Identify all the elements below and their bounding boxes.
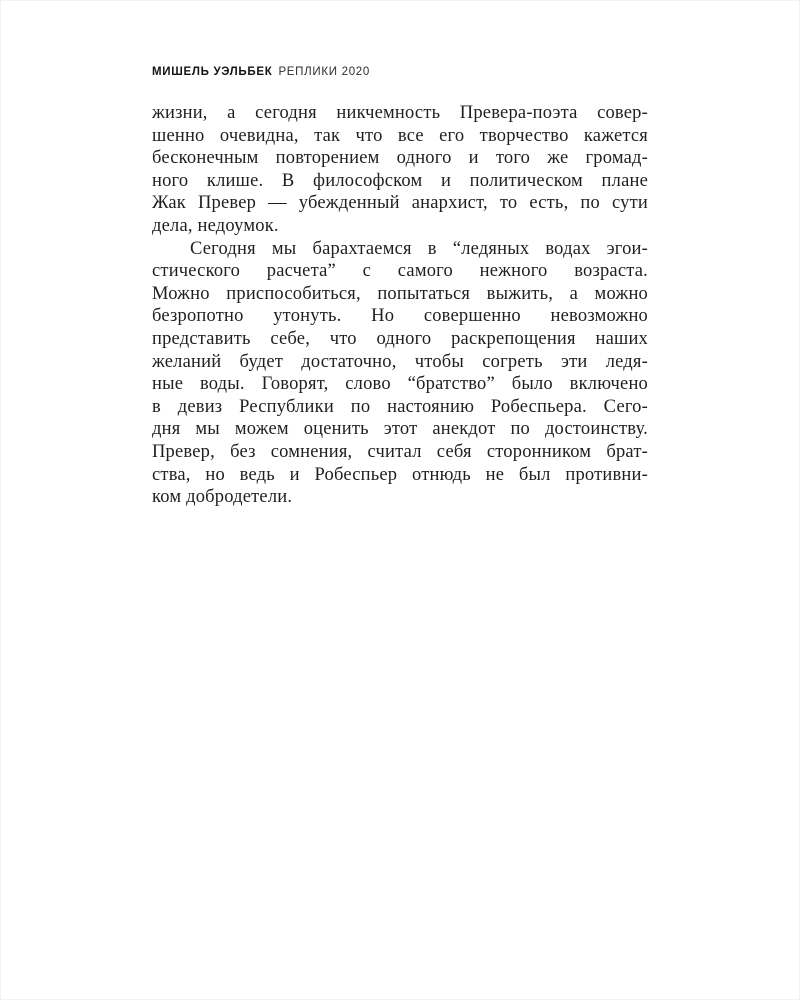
text-line: ного клише. В философском и политическом плане — [152, 170, 648, 191]
text-line: ком добродетели. — [152, 487, 293, 508]
text-line: желаний будет достаточно, чтобы согреть эти ледя- — [152, 351, 648, 372]
text-line: Превер, без сомнения, считал себя сторонником брат- — [152, 441, 648, 462]
running-head-title: РЕПЛИКИ 2020 — [278, 66, 370, 78]
text-block — [152, 102, 648, 509]
text-line: Можно приспособиться, попытаться выжить, а можно — [152, 283, 648, 304]
text-line: дела, недоумок. — [152, 215, 279, 236]
running-head — [152, 66, 370, 78]
text-line: представить себе, что одного раскрепощения наших — [152, 328, 648, 349]
running-head-author: МИШЕЛЬ УЭЛЬБЕК — [152, 66, 273, 78]
text-line: в девиз Республики по настоянию Робеспьера. Сего- — [152, 396, 648, 417]
text-line: безропотно утонуть. Но совершенно невозможно — [152, 306, 648, 327]
text-line: стического расчета” с самого нежного возраста. — [152, 261, 648, 282]
text-line: бесконечным повторением одного и того же громад- — [152, 148, 648, 169]
text-line: ные воды. Говорят, слово “братство” было включено — [152, 374, 648, 395]
text-line: ства, но ведь и Робеспьер отнюдь не был противни- — [152, 464, 648, 485]
text-line: жизни, а сегодня никчемность Превера-поэта совер- — [152, 103, 648, 123]
text-line: дня мы можем оценить этот анекдот по достоинству. — [152, 419, 648, 440]
text-line: Жак Превер — убежденный анархист, то есть, по сути — [152, 193, 648, 214]
text-line: Сегодня мы барахтаемся в “ледяных водах эгои- — [190, 238, 648, 259]
text-line: шенно очевидна, так что все его творчество кажется — [152, 125, 648, 146]
